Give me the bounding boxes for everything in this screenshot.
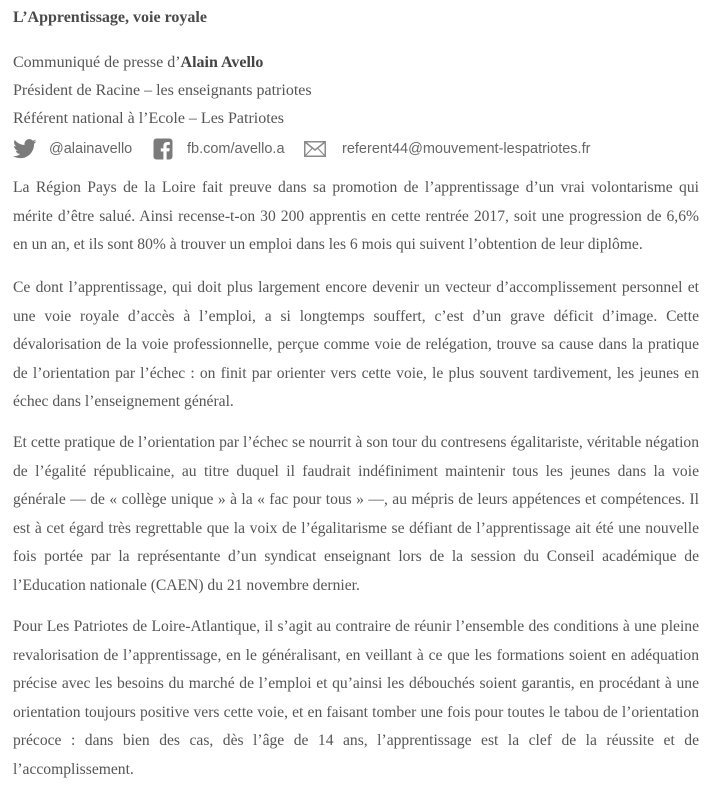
email-link[interactable] bbox=[304, 137, 590, 161]
email-address: referent44@mouvement-lespatriotes.fr bbox=[342, 141, 591, 157]
paragraph-3: Et cette pratique de l’orientation par l’échec se nourrit à son tour du contresens égalitariste, véritable négation de l’égalité républicaine, au titre duquel il faudrait indéfiniment maintenir tous les jeunes dans la voie générale — de « collège unique » à la « fac pour tous » —, au mépris de leurs appétences et compétences. Il est à cet égard très regrettable que la voix de l’égalitarisme se défiant de l’apprentissage ait été une nouvelle fois portée par la représentante d’un syndicat enseignant lors de la session du Conseil académique de l’Education nationale (CAEN) du 21 novembre dernier. bbox=[13, 434, 699, 594]
facebook-page: fb.com/avello.a bbox=[187, 141, 285, 157]
social-links bbox=[13, 137, 699, 161]
facebook-link[interactable] bbox=[153, 137, 285, 161]
twitter-link[interactable] bbox=[13, 137, 132, 161]
paragraph-4: Pour Les Patriotes de Loire-Atlantique, il s’agit au contraire de réunir l’ensemble des conditions à une pleine revalorisation de l’apprentissage, en le généralisant, en veillant à ce que les formations soient en adéquation précise avec les besoins du marché de l’emploi et qu’ainsi les débouchés soient garantis, en procédant à une orientation toujours positive vers cette voie, et en faisant tomber une fois pour toutes le tabou de l’orientation précoce : dans bien des cas, dès l’âge de 14 ans, l’apprentissage est la clef de la réussite et de l’accomplissement. bbox=[13, 618, 699, 778]
byline-role-referent: Référent national à l’Ecole – Les Patriotes bbox=[13, 110, 285, 127]
paragraph-1: La Région Pays de la Loire fait preuve dans sa promotion de l’apprentissage d’un vrai volontarisme qui mérite d’être salué. Ainsi recense-t-on 30 200 apprentis en cette rentrée 2017, soit une progression de 6,6% en un an, et ils sont 80% à trouver un emploi dans les 6 mois qui suivent l’obtention de leur diplôme. bbox=[13, 179, 699, 253]
twitter-icon bbox=[13, 139, 37, 159]
article-title: L’Apprentissage, voie royale bbox=[13, 9, 207, 26]
facebook-icon bbox=[153, 138, 173, 160]
paragraph-2: Ce dont l’apprentissage, qui doit plus largement encore devenir un vecteur d’accomplissement personnel et une voie royale d’accès à l’emploi, a si longtemps souffert, c’est d’un grave déficit d’image. Cette dévalorisation de la voie professionnelle, perçue comme voie de relégation, trouve sa cause dans la pratique de l’orientation par l’échec : on finit par orienter vers cette voie, le plus souvent tardivement, les jeunes en échec dans l’enseignement général. bbox=[13, 279, 699, 410]
author-name: Alain Avello bbox=[180, 54, 264, 71]
byline-author bbox=[13, 54, 263, 72]
byline-role-president: Président de Racine – les enseignants patriotes bbox=[13, 82, 312, 99]
envelope-icon bbox=[304, 141, 326, 157]
byline-prefix: Communiqué de presse d’ bbox=[13, 54, 181, 71]
twitter-handle: @alainavello bbox=[49, 141, 133, 157]
